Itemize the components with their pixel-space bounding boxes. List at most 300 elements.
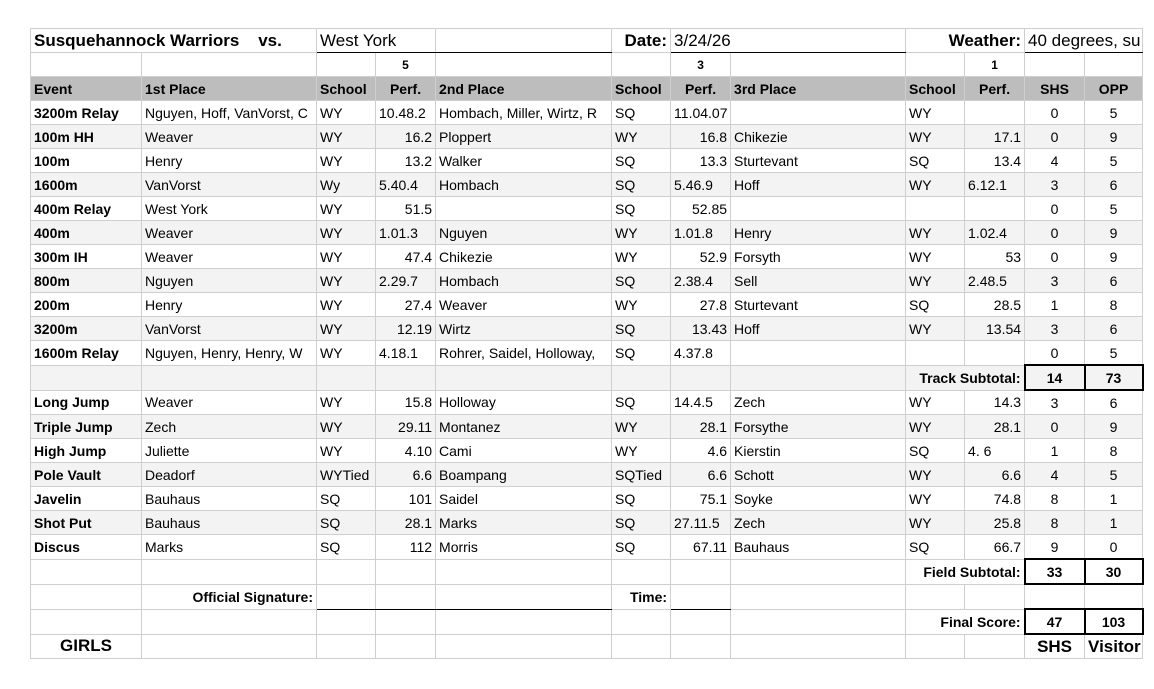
first-place-name[interactable]: Zech: [142, 415, 317, 439]
first-place-perf[interactable]: 4.18.1: [376, 341, 436, 366]
first-place-school[interactable]: Wy: [317, 173, 376, 197]
first-place-perf[interactable]: 27.4: [376, 293, 436, 317]
third-place-school[interactable]: WY: [906, 245, 965, 269]
second-place-perf[interactable]: 27.11.5: [671, 511, 731, 535]
third-place-perf[interactable]: [965, 101, 1025, 125]
second-place-school[interactable]: SQ: [612, 341, 671, 366]
shs-points[interactable]: 0: [1025, 125, 1085, 149]
third-place-name[interactable]: Forsythe: [731, 415, 906, 439]
opp-points[interactable]: 6: [1085, 390, 1143, 415]
third-place-school[interactable]: SQ: [906, 293, 965, 317]
third-place-perf[interactable]: 74.8: [965, 487, 1025, 511]
opp-points[interactable]: 1: [1085, 511, 1143, 535]
second-place-perf[interactable]: 28.1: [671, 415, 731, 439]
date-value[interactable]: 3/24/26: [671, 29, 906, 53]
column-header: 2nd Place: [436, 77, 612, 101]
first-place-name[interactable]: VanVorst: [142, 317, 317, 341]
first-place-school[interactable]: WY: [317, 341, 376, 366]
second-place-perf[interactable]: 52.85: [671, 197, 731, 221]
event-row: [31, 463, 1143, 487]
empty-cell: [31, 365, 142, 390]
opp-points[interactable]: 9: [1085, 415, 1143, 439]
first-place-school[interactable]: WY: [317, 197, 376, 221]
final-score-shs: 47: [1025, 609, 1085, 634]
first-place-name[interactable]: Henry: [142, 293, 317, 317]
second-place-perf[interactable]: 75.1: [671, 487, 731, 511]
event-name: Discus: [31, 535, 142, 560]
first-place-perf[interactable]: 6.6: [376, 463, 436, 487]
third-place-perf[interactable]: 25.8: [965, 511, 1025, 535]
third-place-school[interactable]: SQ: [906, 439, 965, 463]
second-place-name[interactable]: Montanez: [436, 415, 612, 439]
home-team: [31, 29, 317, 53]
first-place-school[interactable]: WY: [317, 439, 376, 463]
column-header: Perf.: [376, 77, 436, 101]
second-place-school[interactable]: SQ: [612, 317, 671, 341]
shs-points[interactable]: 4: [1025, 149, 1085, 173]
second-place-name[interactable]: Wirtz: [436, 317, 612, 341]
event-row: [31, 439, 1143, 463]
first-place-perf[interactable]: 51.5: [376, 197, 436, 221]
column-header: Perf.: [671, 77, 731, 101]
third-place-school[interactable]: WY: [906, 463, 965, 487]
third-place-name[interactable]: [731, 101, 906, 125]
third-place-school[interactable]: WY: [906, 511, 965, 535]
weather-label: Weather:: [906, 29, 1025, 53]
third-place-school[interactable]: WY: [906, 101, 965, 125]
third-place-name[interactable]: Henry: [731, 221, 906, 245]
third-place-perf[interactable]: 6.12.1: [965, 173, 1025, 197]
event-row: [31, 269, 1143, 293]
second-place-perf[interactable]: 27.8: [671, 293, 731, 317]
second-place-school[interactable]: WY: [612, 439, 671, 463]
event-name: Pole Vault: [31, 463, 142, 487]
opponent-cell[interactable]: West York: [317, 29, 436, 53]
third-place-perf[interactable]: 2.48.5: [965, 269, 1025, 293]
opp-points[interactable]: 6: [1085, 269, 1143, 293]
first-place-perf[interactable]: 13.2: [376, 149, 436, 173]
empty-cell: [436, 559, 612, 584]
event-name: High Jump: [31, 439, 142, 463]
empty-cell: [142, 365, 317, 390]
opp-points[interactable]: 5: [1085, 149, 1143, 173]
empty-cell: [317, 559, 376, 584]
first-place-name[interactable]: Nguyen: [142, 269, 317, 293]
first-place-school[interactable]: WYTied: [317, 463, 376, 487]
event-name: 400m: [31, 221, 142, 245]
first-place-name[interactable]: Nguyen, Hoff, VanVorst, C: [142, 101, 317, 125]
first-place-school[interactable]: WY: [317, 415, 376, 439]
second-place-name[interactable]: Weaver: [436, 293, 612, 317]
first-place-school[interactable]: WY: [317, 101, 376, 125]
track-subtotal: [31, 365, 1143, 390]
third-place-school[interactable]: WY: [906, 317, 965, 341]
empty-cell: [317, 365, 376, 390]
event-name: 800m: [31, 269, 142, 293]
second-place-points: 3: [671, 53, 731, 77]
shs-points[interactable]: 0: [1025, 221, 1085, 245]
third-place-school[interactable]: WY: [906, 221, 965, 245]
second-place-perf[interactable]: 4.6: [671, 439, 731, 463]
second-place-name[interactable]: Boampang: [436, 463, 612, 487]
second-place-perf[interactable]: 16.8: [671, 125, 731, 149]
event-row: [31, 245, 1143, 269]
second-place-name[interactable]: Rohrer, Saidel, Holloway,: [436, 341, 612, 366]
points-row: [31, 53, 1143, 77]
empty-cell: [436, 365, 612, 390]
second-place-perf[interactable]: 13.3: [671, 149, 731, 173]
empty-cell: [612, 365, 671, 390]
first-place-perf[interactable]: 47.4: [376, 245, 436, 269]
event-name: 100m HH: [31, 125, 142, 149]
third-place-perf[interactable]: 53: [965, 245, 1025, 269]
event-name: 400m Relay: [31, 197, 142, 221]
second-place-perf[interactable]: 4.37.8: [671, 341, 731, 366]
third-place-name[interactable]: Kierstin: [731, 439, 906, 463]
column-header: Perf.: [965, 77, 1025, 101]
second-place-name[interactable]: [436, 197, 612, 221]
final-score-opp: 103: [1085, 609, 1143, 634]
empty-cell: [671, 559, 731, 584]
first-place-school[interactable]: SQ: [317, 511, 376, 535]
second-place-perf[interactable]: 52.9: [671, 245, 731, 269]
third-place-name[interactable]: Hoff: [731, 173, 906, 197]
second-place-name[interactable]: Nguyen: [436, 221, 612, 245]
event-row: [31, 125, 1143, 149]
second-place-perf[interactable]: 1.01.8: [671, 221, 731, 245]
third-place-perf[interactable]: 6.6: [965, 463, 1025, 487]
first-place-perf[interactable]: 10.48.2: [376, 101, 436, 125]
third-place-name[interactable]: Bauhaus: [731, 535, 906, 560]
first-place-school[interactable]: SQ: [317, 535, 376, 560]
empty-cell: [671, 365, 731, 390]
opp-points[interactable]: 8: [1085, 293, 1143, 317]
shs-points[interactable]: 9: [1025, 535, 1085, 560]
opp-points[interactable]: 9: [1085, 125, 1143, 149]
first-place-school[interactable]: WY: [317, 125, 376, 149]
visitor-label: Visitor: [1085, 634, 1143, 659]
signature-row: [31, 584, 1143, 609]
first-place-name[interactable]: Bauhaus: [142, 487, 317, 511]
first-place-school[interactable]: WY: [317, 245, 376, 269]
third-place-name[interactable]: Sell: [731, 269, 906, 293]
third-place-name[interactable]: Sturtevant: [731, 293, 906, 317]
field-subtotal-shs: 33: [1025, 559, 1085, 584]
signature-line[interactable]: [376, 584, 436, 609]
second-place-name[interactable]: Chikezie: [436, 245, 612, 269]
signature-line[interactable]: [436, 584, 612, 609]
third-place-name[interactable]: Schott: [731, 463, 906, 487]
first-place-school[interactable]: WY: [317, 269, 376, 293]
event-name: 300m IH: [31, 245, 142, 269]
second-place-school[interactable]: WY: [612, 293, 671, 317]
third-place-school[interactable]: SQ: [906, 535, 965, 560]
shs-points[interactable]: 3: [1025, 173, 1085, 197]
second-place-school[interactable]: SQ: [612, 269, 671, 293]
third-place-perf[interactable]: 66.7: [965, 535, 1025, 560]
second-place-perf[interactable]: 6.6: [671, 463, 731, 487]
column-header: Event: [31, 77, 142, 101]
third-place-name[interactable]: [731, 197, 906, 221]
second-place-school[interactable]: WY: [612, 415, 671, 439]
event-row: [31, 173, 1143, 197]
shs-points[interactable]: 8: [1025, 511, 1085, 535]
third-place-name[interactable]: Zech: [731, 511, 906, 535]
first-place-school[interactable]: WY: [317, 149, 376, 173]
shs-points[interactable]: 1: [1025, 439, 1085, 463]
column-header: School: [906, 77, 965, 101]
first-place-perf[interactable]: 12.19: [376, 317, 436, 341]
opp-points[interactable]: 5: [1085, 463, 1143, 487]
second-place-name[interactable]: Morris: [436, 535, 612, 560]
first-place-perf[interactable]: 101: [376, 487, 436, 511]
field-subtotal-label: Field Subtotal:: [906, 559, 1025, 584]
third-place-school[interactable]: WY: [906, 487, 965, 511]
event-row: [31, 487, 1143, 511]
second-place-name[interactable]: Marks: [436, 511, 612, 535]
second-place-school[interactable]: SQ: [612, 390, 671, 415]
second-place-school[interactable]: SQ: [612, 149, 671, 173]
event-row: [31, 149, 1143, 173]
third-place-perf[interactable]: [965, 341, 1025, 366]
first-place-school[interactable]: WY: [317, 221, 376, 245]
first-place-name[interactable]: Nguyen, Henry, Henry, W: [142, 341, 317, 366]
event-name: 3200m: [31, 317, 142, 341]
empty-cell: [731, 365, 906, 390]
time-label: Time:: [612, 584, 671, 609]
opp-points[interactable]: 9: [1085, 245, 1143, 269]
third-place-name[interactable]: Forsyth: [731, 245, 906, 269]
empty-cell: [376, 365, 436, 390]
opp-points[interactable]: 6: [1085, 173, 1143, 197]
first-place-name[interactable]: Weaver: [142, 245, 317, 269]
opp-points[interactable]: 5: [1085, 341, 1143, 366]
second-place-school[interactable]: WY: [612, 125, 671, 149]
second-place-name[interactable]: Hombach: [436, 269, 612, 293]
second-place-name[interactable]: Cami: [436, 439, 612, 463]
column-header: 1st Place: [142, 77, 317, 101]
third-place-school[interactable]: WY: [906, 390, 965, 415]
event-name: Shot Put: [31, 511, 142, 535]
third-place-points: 1: [965, 53, 1025, 77]
date-label: Date:: [612, 29, 671, 53]
third-place-school[interactable]: WY: [906, 269, 965, 293]
opp-points[interactable]: 0: [1085, 535, 1143, 560]
third-place-perf[interactable]: 17.1: [965, 125, 1025, 149]
empty-cell: [142, 559, 317, 584]
first-place-name[interactable]: Deadorf: [142, 463, 317, 487]
event-row: [31, 221, 1143, 245]
third-place-name[interactable]: [731, 341, 906, 366]
empty-cell: [31, 559, 142, 584]
first-place-name[interactable]: Juliette: [142, 439, 317, 463]
first-place-name[interactable]: Weaver: [142, 390, 317, 415]
score-sheet: [30, 28, 1144, 659]
shs-points[interactable]: 3: [1025, 390, 1085, 415]
first-place-perf[interactable]: 5.40.4: [376, 173, 436, 197]
column-header: 3rd Place: [731, 77, 906, 101]
first-place-school[interactable]: WY: [317, 293, 376, 317]
shs-points[interactable]: 3: [1025, 317, 1085, 341]
second-place-school[interactable]: SQ: [612, 487, 671, 511]
third-place-school[interactable]: WY: [906, 125, 965, 149]
empty-cell: [731, 559, 906, 584]
first-place-name[interactable]: Henry: [142, 149, 317, 173]
opp-points[interactable]: 6: [1085, 317, 1143, 341]
column-header-row: [31, 77, 1143, 101]
second-place-school[interactable]: WY: [612, 245, 671, 269]
event-row: [31, 293, 1143, 317]
empty-cell: [376, 559, 436, 584]
event-name: 3200m Relay: [31, 101, 142, 125]
shs-points[interactable]: 0: [1025, 341, 1085, 366]
first-place-name[interactable]: Marks: [142, 535, 317, 560]
title-row: [31, 29, 1143, 53]
event-name: Long Jump: [31, 390, 142, 415]
track-subtotal-shs: 14: [1025, 365, 1085, 390]
second-place-perf[interactable]: 11.04.07: [671, 101, 731, 125]
second-place-name[interactable]: Hombach: [436, 173, 612, 197]
event-name: Triple Jump: [31, 415, 142, 439]
third-place-name[interactable]: Soyke: [731, 487, 906, 511]
first-place-perf[interactable]: 29.11: [376, 415, 436, 439]
first-place-school[interactable]: WY: [317, 317, 376, 341]
second-place-name[interactable]: Walker: [436, 149, 612, 173]
second-place-name[interactable]: Holloway: [436, 390, 612, 415]
shs-label: SHS: [1025, 634, 1085, 659]
second-place-perf[interactable]: 67.11: [671, 535, 731, 560]
shs-points[interactable]: 8: [1025, 487, 1085, 511]
column-header: School: [612, 77, 671, 101]
third-place-name[interactable]: Sturtevant: [731, 149, 906, 173]
event-row: [31, 511, 1143, 535]
final-score-label: Final Score:: [906, 609, 1025, 634]
second-place-school[interactable]: SQTied: [612, 463, 671, 487]
event-row: [31, 317, 1143, 341]
field-subtotal: [31, 559, 1143, 584]
first-place-name[interactable]: Weaver: [142, 125, 317, 149]
second-place-name[interactable]: Ploppert: [436, 125, 612, 149]
second-place-school[interactable]: SQ: [612, 101, 671, 125]
third-place-perf[interactable]: 28.5: [965, 293, 1025, 317]
division-label: GIRLS: [31, 634, 142, 659]
time-line[interactable]: [671, 584, 731, 609]
first-place-perf[interactable]: 15.8: [376, 390, 436, 415]
opp-points[interactable]: 5: [1085, 197, 1143, 221]
first-place-perf[interactable]: 16.2: [376, 125, 436, 149]
field-subtotal-opp: 30: [1085, 559, 1143, 584]
second-place-perf[interactable]: 14.4.5: [671, 390, 731, 415]
second-place-perf[interactable]: 13.43: [671, 317, 731, 341]
event-name: 1600m Relay: [31, 341, 142, 366]
first-place-name[interactable]: VanVorst: [142, 173, 317, 197]
second-place-perf[interactable]: 2.38.4: [671, 269, 731, 293]
shs-points[interactable]: 0: [1025, 101, 1085, 125]
second-place-name[interactable]: Saidel: [436, 487, 612, 511]
event-name: 200m: [31, 293, 142, 317]
track-subtotal-opp: 73: [1085, 365, 1143, 390]
opp-points[interactable]: 5: [1085, 101, 1143, 125]
column-header: School: [317, 77, 376, 101]
third-place-perf[interactable]: 28.1: [965, 415, 1025, 439]
event-row: [31, 415, 1143, 439]
event-row: [31, 341, 1143, 366]
opp-points[interactable]: 9: [1085, 221, 1143, 245]
shs-points[interactable]: 0: [1025, 245, 1085, 269]
second-place-perf[interactable]: 5.46.9: [671, 173, 731, 197]
first-place-school[interactable]: WY: [317, 390, 376, 415]
signature-line[interactable]: [317, 584, 376, 609]
vs-label: vs.: [258, 30, 282, 50]
third-place-school[interactable]: WY: [906, 173, 965, 197]
opponent-cell-ext[interactable]: [436, 29, 612, 53]
third-place-name[interactable]: Chikezie: [731, 125, 906, 149]
event-name: Javelin: [31, 487, 142, 511]
event-row: [31, 535, 1143, 560]
second-place-school[interactable]: WY: [612, 221, 671, 245]
opp-points[interactable]: 1: [1085, 487, 1143, 511]
third-place-perf[interactable]: 13.54: [965, 317, 1025, 341]
weather-value[interactable]: 40 degrees, su: [1025, 29, 1143, 53]
empty-cell: [612, 559, 671, 584]
third-place-perf[interactable]: 4. 6: [965, 439, 1025, 463]
signature-label: Official Signature:: [142, 584, 317, 609]
event-row: [31, 390, 1143, 415]
home-team-name: Susquehannock Warriors: [34, 30, 240, 50]
first-place-name[interactable]: Bauhaus: [142, 511, 317, 535]
first-place-name[interactable]: Weaver: [142, 221, 317, 245]
final-score-row: [31, 609, 1143, 634]
third-place-school[interactable]: [906, 341, 965, 366]
shs-points[interactable]: 0: [1025, 197, 1085, 221]
third-place-school[interactable]: [906, 197, 965, 221]
third-place-perf[interactable]: 14.3: [965, 390, 1025, 415]
event-name: 100m: [31, 149, 142, 173]
event-name: 1600m: [31, 173, 142, 197]
second-place-school[interactable]: SQ: [612, 197, 671, 221]
first-place-perf[interactable]: 112: [376, 535, 436, 560]
team-label-row: [31, 634, 1143, 659]
opp-points[interactable]: 8: [1085, 439, 1143, 463]
second-place-school[interactable]: SQ: [612, 173, 671, 197]
third-place-school[interactable]: SQ: [906, 149, 965, 173]
track-subtotal-label: Track Subtotal:: [906, 365, 1025, 390]
second-place-school[interactable]: SQ: [612, 511, 671, 535]
first-place-points: 5: [376, 53, 436, 77]
first-place-perf[interactable]: 1.01.3: [376, 221, 436, 245]
event-row: [31, 197, 1143, 221]
shs-points[interactable]: 1: [1025, 293, 1085, 317]
first-place-perf[interactable]: 2.29.7: [376, 269, 436, 293]
second-place-school[interactable]: SQ: [612, 535, 671, 560]
first-place-perf[interactable]: 28.1: [376, 511, 436, 535]
third-place-perf[interactable]: 13.4: [965, 149, 1025, 173]
third-place-perf[interactable]: 1.02.4: [965, 221, 1025, 245]
third-place-perf[interactable]: [965, 197, 1025, 221]
third-place-name[interactable]: Zech: [731, 390, 906, 415]
shs-points[interactable]: 3: [1025, 269, 1085, 293]
event-row: [31, 101, 1143, 125]
column-header: SHS: [1025, 77, 1085, 101]
second-place-name[interactable]: Hombach, Miller, Wirtz, R: [436, 101, 612, 125]
third-place-school[interactable]: WY: [906, 415, 965, 439]
shs-points[interactable]: 4: [1025, 463, 1085, 487]
first-place-name[interactable]: West York: [142, 197, 317, 221]
shs-points[interactable]: 0: [1025, 415, 1085, 439]
first-place-perf[interactable]: 4.10: [376, 439, 436, 463]
first-place-school[interactable]: SQ: [317, 487, 376, 511]
third-place-name[interactable]: Hoff: [731, 317, 906, 341]
